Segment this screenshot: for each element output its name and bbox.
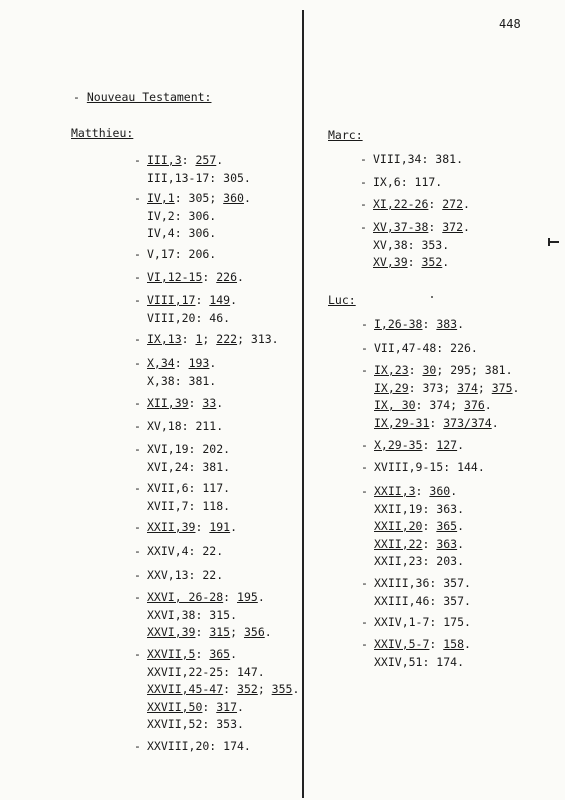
index-entry [361, 575, 471, 610]
underlined-reference: 315 [209, 625, 231, 639]
entry-line [361, 340, 478, 358]
stray-mark [431, 296, 433, 298]
reference-text: VII,47-48: 226. [374, 341, 478, 355]
index-entry [360, 174, 442, 192]
entry-line [134, 152, 251, 170]
entry-dash: - [361, 438, 368, 452]
reference-text: : 374; [415, 398, 465, 412]
entry-line [360, 196, 470, 214]
underlined-reference: X,29-35 [374, 438, 423, 452]
underlined-reference: XXII,3 [374, 484, 416, 498]
entry-line [134, 699, 299, 717]
reference-text: . [209, 356, 217, 370]
entry-dash: - [134, 396, 141, 410]
underlined-reference: IX,29-31 [374, 415, 430, 430]
underlined-reference: IX,29 [374, 380, 409, 395]
underlined-reference: XXVII,50 [147, 699, 203, 714]
underlined-reference: IX,23 [374, 363, 409, 377]
underlined-reference: IX,13 [147, 332, 182, 346]
entry-line [361, 483, 464, 501]
reference-text: XVI,24: 381. [147, 459, 231, 474]
entry-dash: - [134, 568, 141, 582]
entry-dash: - [134, 739, 141, 753]
underlined-reference: I,26-38 [374, 317, 423, 331]
underlined-reference: 257 [195, 153, 217, 167]
index-entry [361, 340, 478, 358]
entry-dash: - [134, 590, 141, 604]
underlined-reference: 383 [436, 317, 458, 331]
entry-line [360, 174, 442, 192]
reference-text: XV,18: 211. [147, 419, 224, 433]
underlined-reference: 127 [436, 438, 458, 452]
reference-text: VIII,34: 381. [373, 152, 464, 166]
reference-text: . [216, 153, 224, 167]
reference-text: : [408, 363, 423, 377]
reference-text: . [484, 398, 492, 412]
entry-line [134, 373, 216, 391]
reference-text: : [223, 590, 238, 604]
entry-line [134, 567, 223, 585]
index-entry [134, 589, 272, 642]
reference-text: : 373; [408, 380, 458, 395]
entry-line [134, 480, 230, 498]
underlined-reference: XXII,39 [147, 520, 196, 534]
entry-dash: - [361, 341, 368, 355]
entry-line [361, 415, 519, 433]
reference-text: . [457, 519, 465, 533]
entry-line [361, 316, 464, 334]
entry-dash: - [134, 270, 141, 284]
entry-line [360, 151, 463, 169]
underlined-reference: 375 [491, 380, 513, 395]
index-entry [360, 219, 470, 272]
entry-line [134, 738, 251, 756]
reference-text: V,17: 206. [147, 247, 217, 261]
entry-line [134, 519, 237, 537]
index-entry [134, 738, 251, 756]
underlined-reference: IV,1 [147, 191, 175, 205]
reference-text: : [223, 682, 238, 696]
underlined-reference: XXVI,39 [147, 625, 196, 639]
entry-line [134, 395, 223, 413]
entry-line [134, 441, 230, 459]
column-divider [302, 10, 304, 798]
reference-text: XXVII,22-25: 147. [147, 664, 265, 679]
underlined-reference: 195 [237, 590, 258, 604]
underlined-reference: 376 [464, 398, 485, 412]
entry-line [134, 208, 251, 226]
reference-text: : [428, 197, 443, 211]
reference-text: ; [230, 625, 244, 639]
reference-text: XXIII,46: 357. [374, 593, 471, 608]
reference-text: ; [477, 380, 492, 395]
entry-line [134, 646, 299, 664]
reference-text: : [422, 519, 437, 533]
entry-line [134, 664, 299, 682]
reference-text: X,38: 381. [147, 373, 217, 388]
entry-dash: - [134, 647, 141, 661]
entry-line [134, 190, 251, 208]
entry-line [361, 501, 464, 519]
reference-text: IX,6: 117. [373, 175, 443, 189]
reference-text: IV,2: 306. [147, 208, 217, 223]
underlined-reference: 191 [209, 520, 231, 534]
index-entry [134, 418, 223, 436]
entry-line [134, 355, 216, 373]
underlined-reference: XXII,22 [374, 536, 423, 551]
index-entry [134, 269, 244, 287]
entry-dash: - [134, 247, 141, 261]
reference-text: . [264, 625, 272, 639]
entry-line [361, 636, 471, 654]
index-entry [361, 459, 485, 477]
underlined-reference: 222 [216, 332, 238, 346]
entry-line [134, 310, 237, 328]
reference-text: . [450, 484, 458, 498]
underlined-reference: XXII,20 [374, 519, 423, 533]
reference-text: XXVI,38: 315. [147, 607, 238, 622]
underlined-reference: IX, 30 [374, 398, 416, 412]
reference-text: . [237, 699, 244, 714]
reference-text: : [195, 647, 210, 661]
index-entry [134, 441, 230, 476]
entry-dash: - [361, 615, 368, 629]
entry-line [361, 575, 471, 593]
entry-line [134, 716, 299, 734]
entry-dash: - [134, 419, 141, 433]
index-entry [134, 246, 216, 264]
reference-text: XXII,23: 203. [374, 554, 465, 568]
book-title: Luc: [328, 293, 356, 307]
reference-text: . [230, 293, 238, 307]
reference-text: . [464, 637, 471, 651]
underlined-reference: 365 [436, 519, 458, 533]
reference-text: : [422, 317, 437, 331]
underlined-reference: 1 [195, 332, 203, 346]
book-title: Matthieu: [71, 126, 134, 140]
entry-line [134, 459, 230, 477]
reference-text: : [428, 220, 443, 234]
index-entry [361, 316, 464, 334]
reference-text: XXII,19: 363. [374, 501, 465, 516]
entry-line [134, 624, 272, 642]
reference-text: : [422, 536, 437, 551]
underlined-reference: VIII,17 [147, 293, 196, 307]
index-entry [134, 543, 223, 561]
reference-text: ; [202, 332, 217, 346]
reference-text: . [442, 255, 450, 269]
reference-text: . [463, 197, 470, 211]
underlined-reference: 356 [243, 625, 265, 639]
entry-line [361, 654, 471, 672]
reference-text: : [195, 520, 210, 534]
index-entry [134, 190, 251, 243]
reference-text: . [457, 317, 465, 331]
underlined-reference: 365 [209, 647, 231, 661]
reference-text: XV,38: 353. [373, 237, 450, 252]
entry-dash: - [360, 152, 367, 166]
entry-line [361, 614, 471, 632]
entry-dash: - [134, 191, 141, 205]
index-entry [134, 292, 237, 327]
entry-line [361, 437, 464, 455]
underlined-reference: III,3 [147, 153, 182, 167]
entry-line [134, 498, 230, 516]
entry-line [361, 362, 519, 380]
entry-dash: - [134, 442, 141, 456]
reference-text: . [230, 520, 238, 534]
reference-text: VIII,20: 46. [147, 310, 231, 325]
reference-text: : [407, 255, 422, 269]
entry-dash: - [361, 637, 368, 651]
reference-text: XXIV,51: 174. [374, 654, 465, 669]
entry-line [360, 237, 470, 255]
entry-dash: - [360, 220, 367, 234]
reference-text: XVII,6: 117. [147, 481, 231, 495]
reference-text: XXIV,4: 22. [147, 544, 224, 558]
reference-text: . [463, 220, 470, 234]
entry-line [361, 536, 464, 554]
reference-text: . [237, 270, 244, 284]
entry-dash: - [360, 175, 367, 189]
index-entry [361, 636, 471, 671]
reference-text: . [243, 191, 251, 205]
reference-text: : [181, 153, 196, 167]
entry-dash: - [134, 481, 141, 495]
underlined-reference: 360 [223, 191, 244, 205]
index-entry [361, 437, 464, 455]
page-number: 448 [499, 17, 521, 31]
entry-line [134, 269, 244, 287]
index-entry [361, 483, 464, 571]
underlined-reference: X,34 [147, 356, 175, 370]
reference-text: IV,4: 306. [147, 226, 217, 240]
underlined-reference: XXVII,45-47 [147, 682, 224, 696]
reference-text: : [429, 415, 444, 430]
index-entry [361, 614, 471, 632]
underlined-reference: XV,37-38 [373, 220, 429, 234]
reference-text: ; 295; 381. [436, 363, 513, 377]
reference-text: XXIV,1-7: 175. [374, 615, 471, 629]
reference-text: : [422, 438, 437, 452]
margin-mark [548, 238, 560, 246]
reference-text: XVI,19: 202. [147, 442, 231, 456]
reference-text: : [174, 356, 189, 370]
reference-text: . [292, 682, 300, 696]
underlined-reference: 193 [188, 356, 210, 370]
entry-dash: - [361, 317, 368, 331]
entry-line [134, 170, 251, 188]
entry-line [360, 254, 470, 272]
underlined-reference: 272 [442, 197, 464, 211]
entry-dash: - [361, 484, 368, 498]
entry-line [134, 418, 223, 436]
reference-text: : [429, 637, 444, 651]
reference-text: : [415, 484, 430, 498]
entry-dash: - [134, 520, 141, 534]
index-entry [134, 567, 223, 585]
entry-line [361, 518, 464, 536]
reference-text: ; [257, 682, 272, 696]
underlined-reference: XII,39 [147, 396, 189, 410]
reference-text: XVIII,9-15: 144. [374, 460, 485, 474]
index-entry [134, 355, 216, 390]
underlined-reference: 355 [271, 682, 293, 696]
reference-text: : [188, 396, 203, 410]
underlined-reference: 149 [209, 293, 231, 307]
reference-text: . [216, 396, 224, 410]
entry-dash: - [134, 293, 141, 307]
underlined-reference: XXIV,5-7 [374, 637, 430, 651]
reference-text: : [181, 332, 196, 346]
section-title: Nouveau Testament: [86, 90, 212, 104]
section-heading: - Nouveau Testament: [73, 90, 212, 104]
entry-line [134, 331, 279, 349]
entry-line [360, 219, 470, 237]
reference-text: : [202, 699, 217, 714]
entry-line [134, 607, 272, 625]
underlined-reference: 360 [429, 484, 451, 498]
reference-text: . [491, 415, 499, 430]
entry-dash: - [134, 153, 141, 167]
entry-dash: - [360, 197, 367, 211]
entry-line [361, 593, 471, 611]
entry-dash: - [134, 356, 141, 370]
entry-dash: - [361, 576, 368, 590]
reference-text: . [512, 380, 520, 395]
reference-text: . [457, 438, 465, 452]
reference-text: XXV,13: 22. [147, 568, 224, 582]
underlined-reference: 33 [202, 396, 217, 410]
entry-dash: - [134, 544, 141, 558]
underlined-reference: XXVI, 26-28 [147, 590, 224, 604]
entry-line [134, 292, 237, 310]
underlined-reference: 363 [436, 536, 458, 551]
underlined-reference: 352 [421, 255, 443, 269]
entry-line [361, 397, 519, 415]
index-entry [134, 519, 237, 537]
entry-line [361, 553, 464, 571]
entry-line [134, 225, 251, 243]
entry-line [361, 380, 519, 398]
reference-text: XXVII,52: 353. [147, 717, 244, 731]
index-entry [360, 196, 470, 214]
underlined-reference: 317 [216, 699, 238, 714]
entry-dash: - [361, 363, 368, 377]
underlined-reference: XXVII,5 [147, 647, 196, 661]
underlined-reference: 373/374 [443, 415, 492, 430]
reference-text: . [257, 590, 265, 604]
reference-text: . [230, 647, 238, 661]
reference-text: III,13-17: 305. [147, 170, 251, 185]
entry-line [134, 681, 299, 699]
reference-text: : 305; [174, 191, 224, 205]
reference-text: . [457, 536, 465, 551]
entry-line [134, 543, 223, 561]
book-title: Marc: [328, 128, 363, 142]
underlined-reference: 226 [216, 270, 238, 284]
underlined-reference: 372 [442, 220, 464, 234]
entry-dash: - [134, 332, 141, 346]
underlined-reference: 352 [237, 682, 258, 696]
entry-dash: - [361, 460, 368, 474]
underlined-reference: 374 [457, 380, 478, 395]
index-entry [134, 331, 279, 349]
index-entry [134, 646, 299, 734]
reference-text: ; 313. [237, 332, 279, 346]
index-entry [134, 480, 230, 515]
reference-text: XXIII,36: 357. [374, 576, 471, 590]
underlined-reference: 158 [443, 637, 465, 651]
entry-line [361, 459, 485, 477]
underlined-reference: 30 [422, 363, 437, 377]
reference-text: XXVIII,20: 174. [147, 739, 251, 753]
entry-line [134, 589, 272, 607]
reference-text: : [195, 293, 210, 307]
index-entry [360, 151, 463, 169]
reference-text: : [195, 625, 210, 639]
underlined-reference: XI,22-26 [373, 197, 429, 211]
index-entry [361, 362, 519, 432]
index-entry [134, 395, 223, 413]
reference-text: : [202, 270, 217, 284]
underlined-reference: VI,12-15 [147, 270, 203, 284]
index-entry [134, 152, 251, 187]
underlined-reference: XV,39 [373, 255, 408, 269]
entry-line [134, 246, 216, 264]
reference-text: XVII,7: 118. [147, 498, 231, 513]
